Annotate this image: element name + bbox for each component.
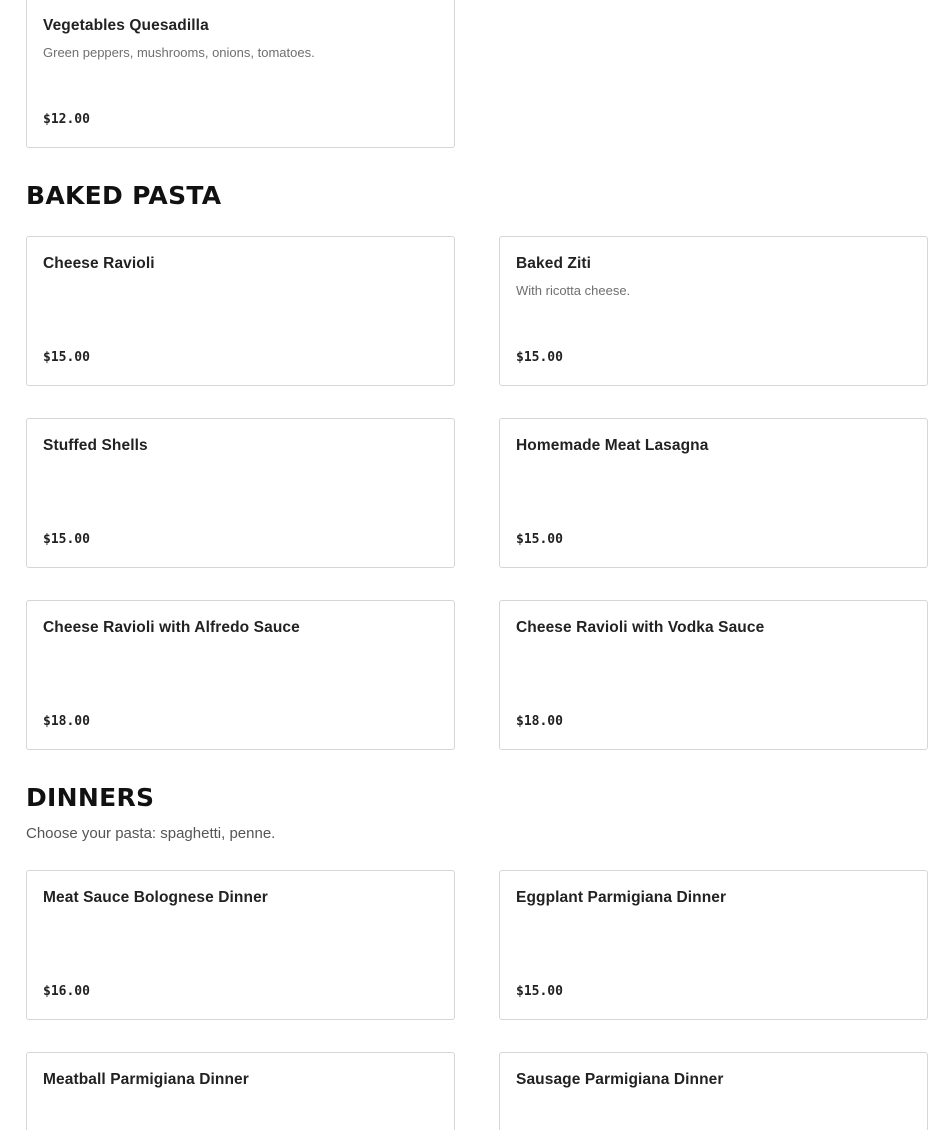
menu-item-name: Homemade Meat Lasagna [516,437,709,454]
menu-item-name: Cheese Ravioli with Alfredo Sauce [43,619,300,636]
menu-item-name: Cheese Ravioli [43,255,155,272]
menu-item-description: Green peppers, mushrooms, onions, tomatoes. [43,45,315,60]
menu-item-name: Stuffed Shells [43,437,148,454]
menu-item-card[interactable] [26,418,455,568]
menu-item-price: $15.00 [43,532,90,547]
menu-item-price: $15.00 [43,350,90,365]
menu-item-card[interactable] [499,236,928,386]
menu-item-card[interactable] [499,870,928,1020]
menu-item-name: Vegetables Quesadilla [43,17,209,34]
menu-item-name: Cheese Ravioli with Vodka Sauce [516,619,765,636]
menu-item-price: $15.00 [516,350,563,365]
menu-item-name: Eggplant Parmigiana Dinner [516,889,727,906]
menu-item-card[interactable] [499,418,928,568]
menu-item-card[interactable] [26,1052,455,1130]
menu-item-price: $18.00 [43,714,90,729]
section-title-baked-pasta: BAKED PASTA [26,181,222,210]
menu-item-price: $16.00 [43,984,90,999]
menu-item-price: $15.00 [516,984,563,999]
menu-item-card[interactable] [26,0,455,148]
menu-item-card[interactable] [499,1052,928,1130]
menu-item-name: Baked Ziti [516,255,592,272]
menu-item-card[interactable] [499,600,928,750]
section-description: Choose your pasta: spaghetti, penne. [26,825,276,842]
menu-item-name: Meat Sauce Bolognese Dinner [43,889,268,906]
menu-item-card[interactable] [26,870,455,1020]
menu-item-card[interactable] [26,600,455,750]
section-title-dinners: DINNERS [26,783,155,812]
menu-item-price: $15.00 [516,532,563,547]
menu-item-price: $18.00 [516,714,563,729]
menu-item-name: Sausage Parmigiana Dinner [516,1071,724,1088]
menu-item-name: Meatball Parmigiana Dinner [43,1071,249,1088]
menu-item-card[interactable] [26,236,455,386]
menu-item-price: $12.00 [43,112,90,127]
menu-item-description: With ricotta cheese. [516,283,631,298]
